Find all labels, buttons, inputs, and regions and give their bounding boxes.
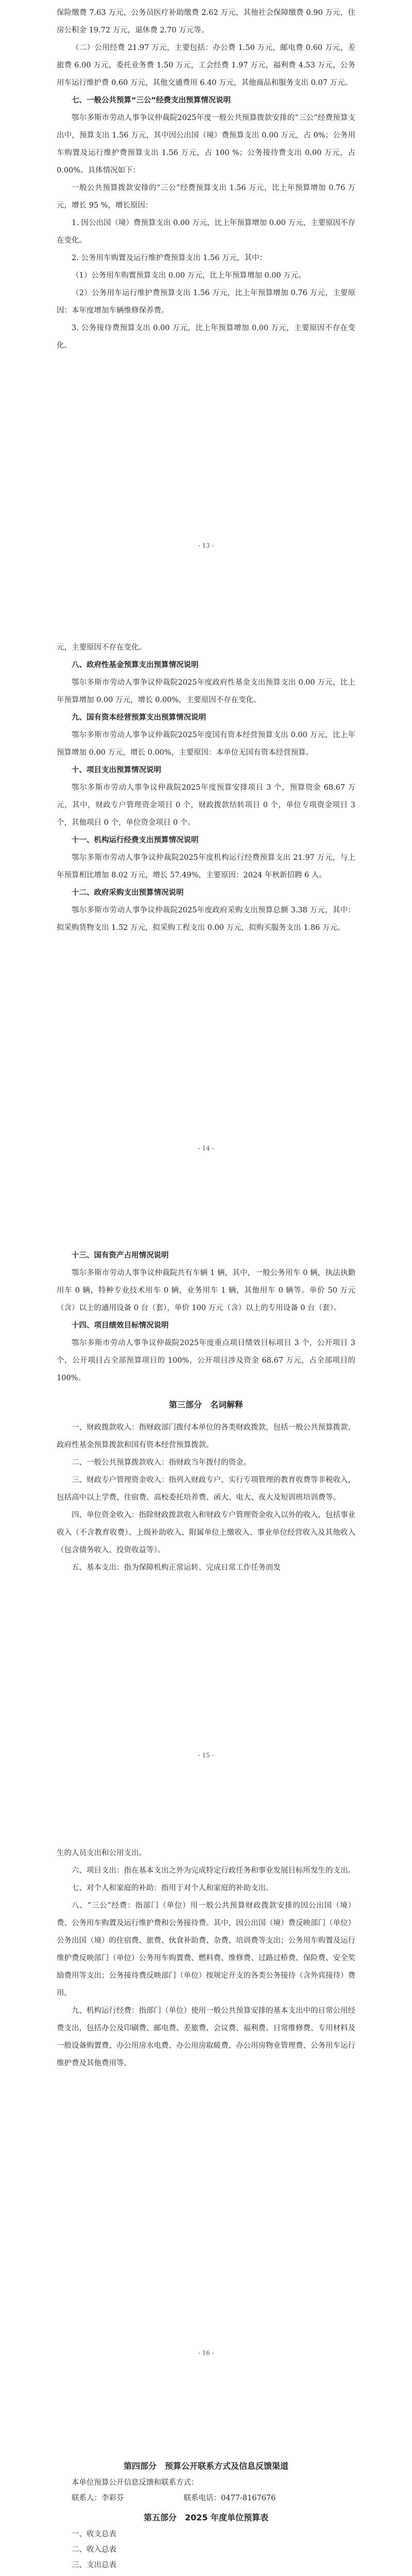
paragraph: 生的人员支出和公用支出。 (57, 1849, 146, 1857)
term-definition: 五、基本支出：指为保障机构正常运转、完成日常工作任务而发 (72, 1564, 281, 1572)
table-list-item: 一、收支总表 (72, 2530, 116, 2538)
paragraph: 鄂尔多斯市劳动人事争议仲裁院2025年度机构运行经费预算支出 21.97 万元，与上年预算相比增加 8.02 万元，增长 57.49%，主要原因：2024 年秋新招聘 6 人。 (57, 854, 355, 879)
paragraph: 鄂尔多斯市劳动人事争议仲裁院2025年度政府采购支出预算总额 3.38 万元，其中：拟采购货物支出 1.52 万元，拟采购工程支出 0.00 万元，拟购买服务支出 1.86 万元。 (57, 906, 355, 932)
table-list-item: 二、收入总表 (72, 2546, 116, 2554)
term-definition: 二、一般公共预算拨款收入：指财政当年拨付的资金。 (72, 1459, 251, 1467)
section-heading: 十二、政府采购支出预算情况说明 (72, 889, 184, 897)
paragraph: 鄂尔多斯市劳动人事争议仲裁院2025年度政府性基金支出预算支出 0.00 万元，比上年预算增加 0.00 万元，增长 0.00%，主要原因不存在变化。 (57, 679, 355, 704)
paragraph: 2. 公务用车购置及运行维护费预算支出 1.56 万元，其中： (72, 254, 267, 262)
paragraph: 鄂尔多斯市劳动人事争议仲裁院共有车辆 1 辆，其中，一般公务用车 0 辆，执法执勤用车 0 辆，特种专业技术用车 0 辆，业务用车 1 辆，其他用车 0 辆等。单价 50 万元（含）以上的通用设备 0 台（套），单价 100 万元（含）以上的专用设备 0 台（套）。 (57, 1269, 355, 1312)
paragraph: 鄂尔多斯市劳动人事争议仲裁院2025年度重点项目绩效目标项目 3 个，公开项目 3 个，公开项目占全部预算项目的 100%，公开项目涉及资金 68.67 万元，占全部项目的 100%。 (57, 1339, 355, 1382)
paragraph: 鄂尔多斯市劳动人事争议仲裁院2025年度国有资本经营预算支出 0.00 万元，比上年预算增加 0.00 万元，增长 0.00%，主要原因：本单位无国有资本经营预算。 (57, 731, 355, 757)
page-number: - 15 - (198, 1752, 214, 1759)
section-heading: 十三、国有资产占用情况说明 (72, 1251, 169, 1260)
term-definition: 七、对个人和家庭的补助：指用于对个人和家庭的补助支出。 (72, 1884, 273, 1892)
contact-info: 联系人：李彩芬 联系电话：0477-8167676 (72, 2494, 276, 2502)
contact-intro: 本单位预算公开信息反馈和联系方式： (72, 2479, 199, 2487)
page-number: - 16 - (198, 2349, 214, 2357)
part-title: 第三部分 名词解释 (168, 1400, 243, 1410)
paragraph: 鄂尔多斯市劳动人事争议仲裁院2025年度预算安排项目 3 个，预算资金 68.67 万元，其中，财政专户管理资金项目 0 个，财政拨款结转项目 0 个，单位专项资金项目 3 个，其他项目 0 个，单位资金项目 0 个。 (57, 784, 355, 827)
term-definition: 八、“三公”经费：指部门（单位）用一般公共预算财政拨款安排的因公出国（境）费、公务用车购置及运行维护费和公务接待费。其中，因公出国（境）费反映部门（单位）公务出国（境）的住宿费、旅费、伙食补助费、杂费、培训费等支出；公务用车购置及运行维护费反映部门（单位）公务用车购置费、燃料费、维修费、过路过桥费、保险费、安全奖励费用等支出；公务接待费反映部门（单位）按规定开支的各类公务接待（含外宾接待）费用。 (57, 1902, 355, 1997)
paragraph: 保险缴费 7.63 万元，公务员医疗补助缴费 2.62 万元，其他社会保障缴费 0.90 万元，住房公积金 19.72 万元，退休费 2.70 万元等。 (57, 9, 355, 35)
term-definition: 九、机构运行经费：指部门（单位）使用一般公共预算安排的基本支出中的日常公用经费支出，包括办公及印刷费、邮电费、差旅费、会议费、福利费、日常维修费、专用材料及一般设备购置费、办公用房水电费、办公用房取暖费、办公用房物业管理费、公务用车运行维护费及其他费用等。 (57, 2007, 355, 2067)
paragraph: 一般公共预算拨款安排的“三公”经费预算支出 1.56 万元，比上年预算增加 0.76 万元，增长 95 %，增长原因： (57, 184, 355, 210)
term-definition: 一、财政拨款收入：指财政部门拨付本单位的各类财政拨款，包括一般公共预算拨款、政府性基金预算拨款和国有资本经营预算拨款。 (57, 1423, 355, 1449)
term-definition: 六、项目支出：指在基本支出之外为完成特定行政任务和事业发展目标所发生的支出。 (72, 1867, 355, 1875)
paragraph: 1. 因公出国（境）费预算支出 0.00 万元，比上年预算增加 0.00 万元，主要原因不存在变化。 (57, 219, 355, 245)
page-13-block (57, 4, 355, 354)
section-heading: 九、国有资本经营预算支出预算情况说明 (72, 714, 206, 722)
term-definition: 四、单位资金收入：指除财政拨款收入和财政专户管理资金收入以外的收入，包括事业收入（不含教育收费）、上级补助收入、附属单位上缴收入、事业单位经营收入及其他收入（包含债务收入、投资收益等）。 (57, 1511, 355, 1554)
section-heading: 十、项目支出预算情况说明 (72, 766, 161, 774)
page-number: - 13 - (198, 542, 214, 549)
section-heading: 七、一般公共预算“三公”经费支出预算情况说明 (72, 96, 231, 105)
section-heading: 八、政府性基金预算支出预算情况说明 (72, 661, 199, 669)
paragraph: 元，主要原因不存在变化。 (57, 643, 146, 652)
paragraph: （2）公务用车运行维护费预算支出 1.56 万元，比上年预算增加 0.76 万元，主要原因：本年度增加车辆维修保养费。 (57, 289, 355, 315)
paragraph: 3. 公务接待费预算支出 0.00 万元，比上年预算增加 0.00 万元，主要原因不存在变化。 (57, 324, 355, 350)
term-definition: 三、财政专户管理资金收入：指列入财政专户、实行专项管理的教育收费等非税收入，包括高中以上学费、住宿费、高校委托培养费、函大、电大、夜大及短训班培训费等。 (57, 1476, 355, 1502)
paragraph: （1）公务用车购置预算支出 0.00 万元，比上年预算增加 0.00 万元。 (72, 272, 306, 280)
page-16-block (57, 1844, 355, 2072)
table-list-item (57, 2573, 355, 2576)
part-title: 第四部分 预算公开联系方式及信息反馈渠道 (123, 2461, 288, 2471)
page-15-block (57, 1247, 355, 1577)
section-heading: 十四、项目绩效目标情况说明 (72, 1321, 169, 1330)
page-14-block (57, 639, 355, 937)
page-number: - 14 - (198, 1145, 214, 1152)
part-title: 第五部分 2025 年度单位预算表 (143, 2513, 269, 2522)
paragraph: （二）公用经费 21.97 万元，主要包括：办公费 1.50 万元，邮电费 0.60 万元，差旅费 6.00 万元，委托业务费 1.50 万元，工会经费 1.97 万元，福利费 4.53 万元，公务用车运行维护费 0.60 万元，其他交通费用 6.40 万元，其他商品和服务支出 0.07 万元。 (57, 44, 355, 87)
table-list-item: 三、支出总表 (72, 2561, 116, 2569)
section-heading: 十一、机构运行经费支出预算情况说明 (72, 836, 199, 844)
paragraph: 鄂尔多斯市劳动人事争议仲裁院2025年度一般公共预算拨款安排的“三公”经费预算支出中，预算支出 1.56 万元，其中因公出国（境）费预算支出 0.00 万元，占 0%；公务用车购置及运行维护费预算支出 1.56 万元，占 100 %；公务接待费支出 0.00 万元，占 0.00%。具体情况如下： (57, 114, 355, 175)
page-17-block (57, 2458, 355, 2576)
